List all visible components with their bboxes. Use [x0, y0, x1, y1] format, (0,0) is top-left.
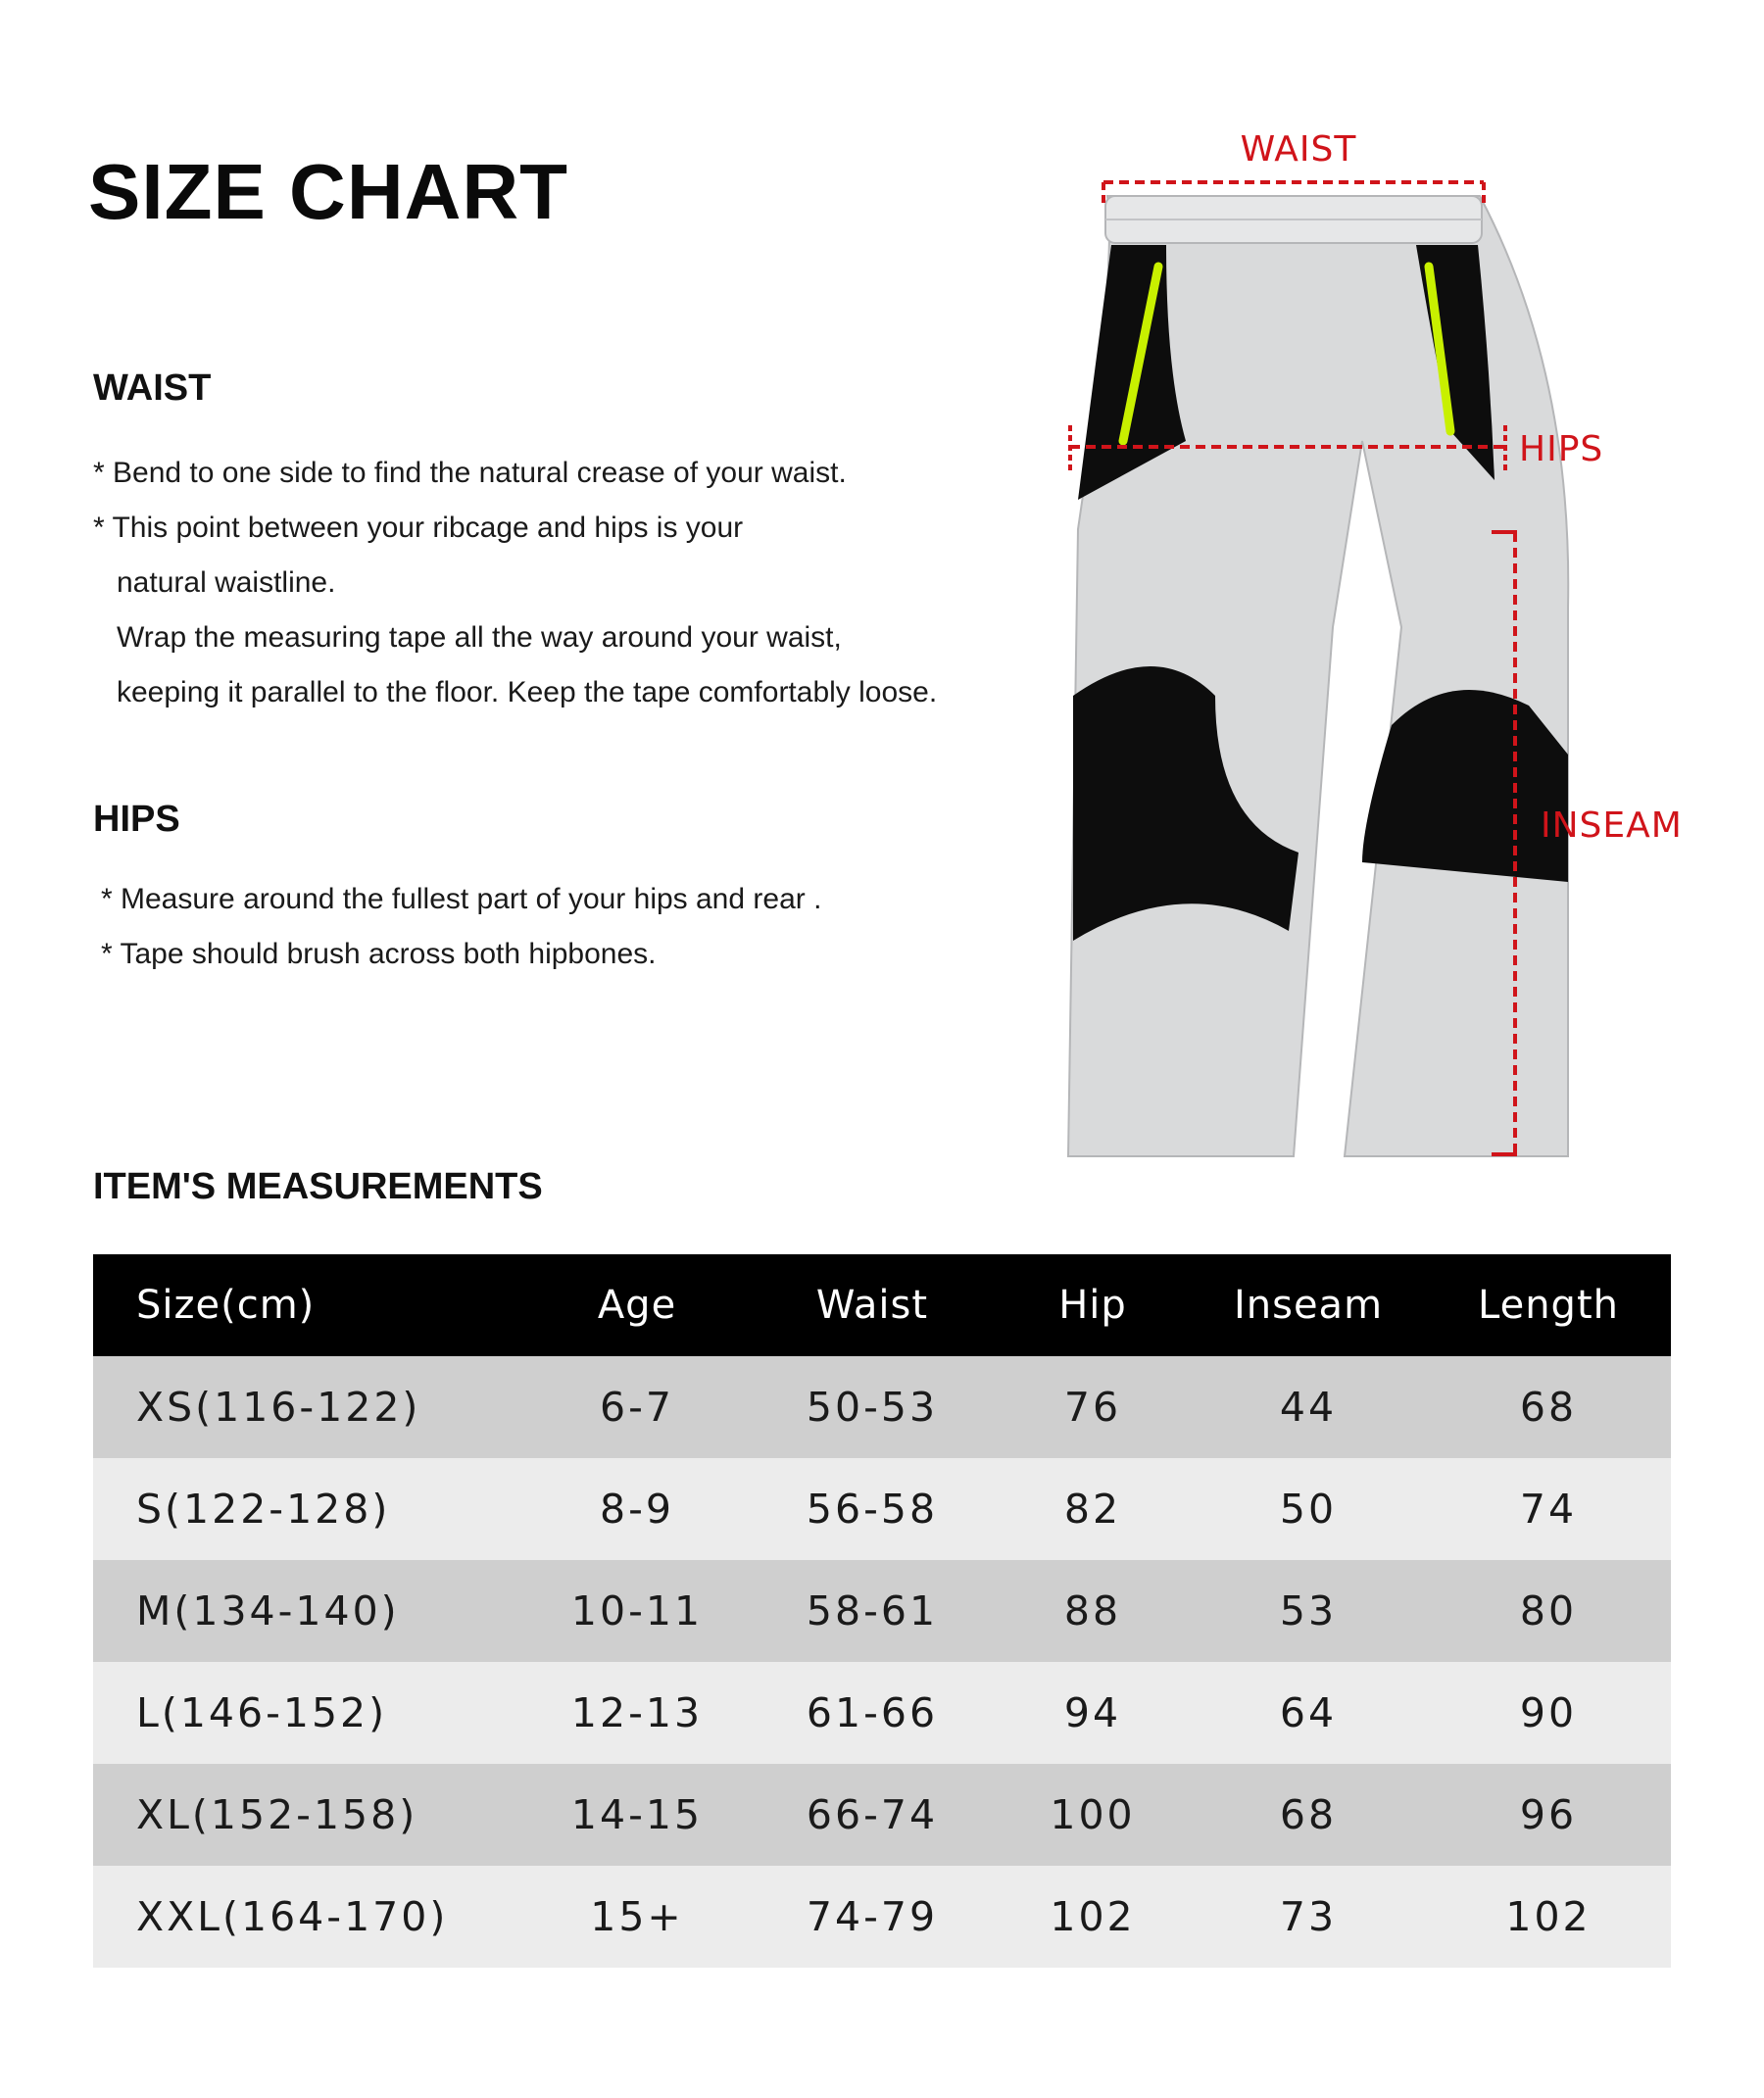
table-row — [93, 1560, 1671, 1662]
cell-hip: 102 — [995, 1866, 1191, 1968]
waist-marker-label: WAIST — [1240, 129, 1357, 170]
cell-size: M(134-140) — [93, 1560, 524, 1662]
cell-inseam: 44 — [1191, 1356, 1426, 1458]
cell-age: 15+ — [524, 1866, 750, 1968]
cell-age: 8-9 — [524, 1458, 750, 1560]
size-table — [93, 1254, 1671, 1968]
cell-hip: 88 — [995, 1560, 1191, 1662]
cell-hip: 94 — [995, 1662, 1191, 1764]
waist-note: Wrap the measuring tape all the way around your waist, — [117, 621, 842, 654]
waist-note: * This point between your ribcage and hips is your — [93, 512, 744, 544]
col-header-age: Age — [524, 1254, 750, 1356]
cell-size: XXL(164-170) — [93, 1866, 524, 1968]
cell-waist: 58-61 — [750, 1560, 995, 1662]
cell-size: XS(116-122) — [93, 1356, 524, 1458]
cell-inseam: 64 — [1191, 1662, 1426, 1764]
cell-hip: 76 — [995, 1356, 1191, 1458]
cell-waist: 56-58 — [750, 1458, 995, 1560]
inseam-marker-label: INSEAM — [1541, 805, 1683, 846]
col-header-hip: Hip — [995, 1254, 1191, 1356]
cell-length: 68 — [1426, 1356, 1671, 1458]
waist-heading: WAIST — [93, 367, 212, 409]
hips-marker-label: HIPS — [1519, 429, 1604, 469]
col-header-size: Size(cm) — [93, 1254, 524, 1356]
cell-age: 14-15 — [524, 1764, 750, 1866]
cell-length: 96 — [1426, 1764, 1671, 1866]
cell-waist: 61-66 — [750, 1662, 995, 1764]
cell-hip: 100 — [995, 1764, 1191, 1866]
cell-inseam: 50 — [1191, 1458, 1426, 1560]
col-header-inseam: Inseam — [1191, 1254, 1426, 1356]
waist-note: keeping it parallel to the floor. Keep the tape comfortably loose. — [117, 676, 938, 708]
measurements-title: ITEM'S MEASUREMENTS — [93, 1166, 543, 1207]
waist-note: * Bend to one side to find the natural crease of your waist. — [93, 457, 847, 489]
pants-measurement-diagram — [1039, 118, 1725, 1176]
cell-inseam: 53 — [1191, 1560, 1426, 1662]
cell-size: S(122-128) — [93, 1458, 524, 1560]
cell-age: 12-13 — [524, 1662, 750, 1764]
table-row — [93, 1662, 1671, 1764]
waist-note: natural waistline. — [117, 566, 336, 599]
hips-heading: HIPS — [93, 799, 180, 840]
hips-notes — [101, 872, 821, 982]
cell-waist: 50-53 — [750, 1356, 995, 1458]
hips-note: * Tape should brush across both hipbones. — [101, 938, 657, 970]
table-row — [93, 1764, 1671, 1866]
hips-note: * Measure around the fullest part of your hips and rear . — [101, 883, 822, 915]
cell-length: 102 — [1426, 1866, 1671, 1968]
cell-length: 80 — [1426, 1560, 1671, 1662]
page-title: SIZE CHART — [88, 148, 568, 235]
cell-waist: 74-79 — [750, 1866, 995, 1968]
cell-size: XL(152-158) — [93, 1764, 524, 1866]
cell-length: 74 — [1426, 1458, 1671, 1560]
waist-notes — [93, 446, 937, 720]
pants-illustration — [1068, 196, 1568, 1156]
cell-inseam: 68 — [1191, 1764, 1426, 1866]
col-header-length: Length — [1426, 1254, 1671, 1356]
table-header-row — [93, 1254, 1671, 1356]
cell-age: 10-11 — [524, 1560, 750, 1662]
table-row — [93, 1458, 1671, 1560]
cell-length: 90 — [1426, 1662, 1671, 1764]
table-row — [93, 1866, 1671, 1968]
cell-age: 6-7 — [524, 1356, 750, 1458]
cell-inseam: 73 — [1191, 1866, 1426, 1968]
cell-waist: 66-74 — [750, 1764, 995, 1866]
waist-marker — [1103, 129, 1484, 206]
cell-hip: 82 — [995, 1458, 1191, 1560]
table-row — [93, 1356, 1671, 1458]
col-header-waist: Waist — [750, 1254, 995, 1356]
cell-size: L(146-152) — [93, 1662, 524, 1764]
